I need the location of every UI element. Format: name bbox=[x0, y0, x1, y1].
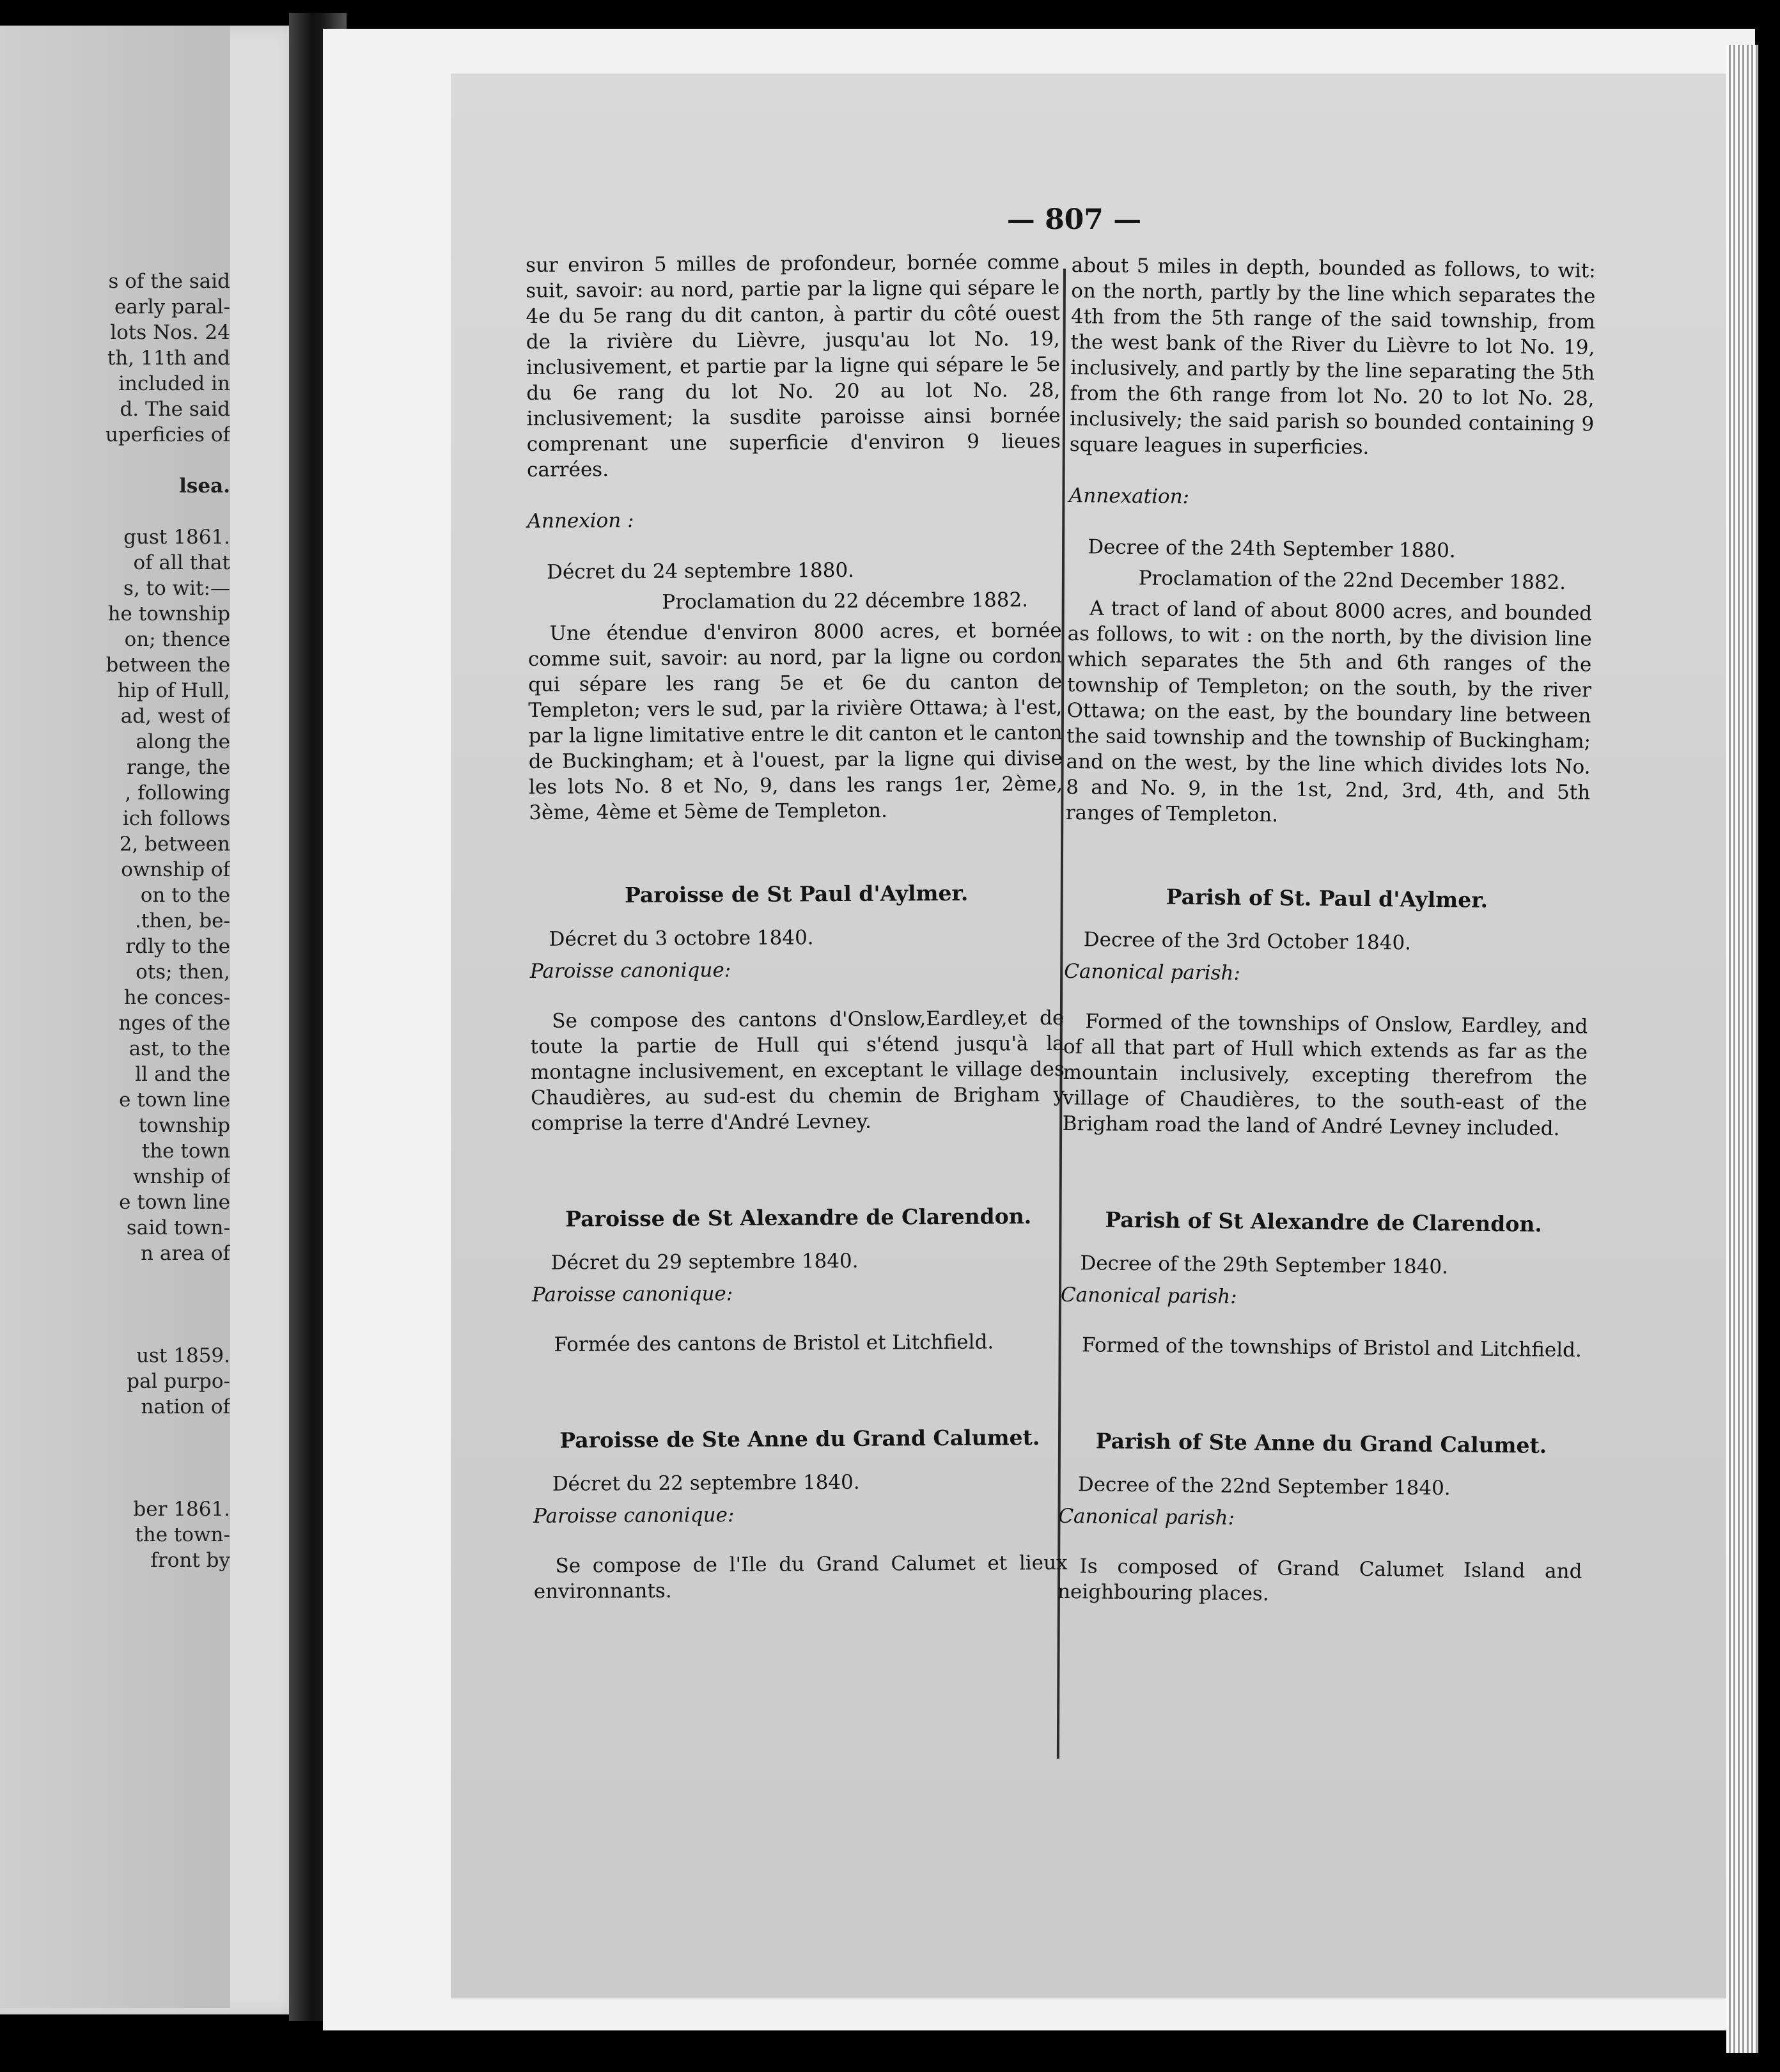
previous-page-line: he conces- bbox=[123, 986, 230, 1009]
french-section-decree: Décret du 29 septembre 1840. bbox=[550, 1249, 859, 1275]
english-section-heading: Parish of Ste Anne du Grand Calumet. bbox=[1095, 1428, 1547, 1458]
previous-page-line: on; thence bbox=[124, 628, 230, 651]
previous-page-line: the town- bbox=[135, 1523, 230, 1546]
french-intro: sur environ 5 milles de profondeur, bornée comme suit, savoir: au nord, partie par la ligne qui sépare le 4e du 5e rang du dit canton, à partir du côté ouest de la rivière du Lièvre, jusqu'au lot No. 19, inclusivement, et partie par la ligne qui sépare le 5e du 6e rang du lot No. 20 au lot No. 28, inclusivement; la susdite paroisse ainsi bornée comprenant une superficie d'environ 9 lieues carrées. bbox=[526, 250, 1061, 482]
english-annexion-text: A tract of land of about 8000 acres, and bounded as follows, to wit : on the north, by the division line which separates the 5th and 6th ranges of the township of Templeton; on the south, by the river Ottawa; on the east, by the boundary line between the said township and the township of Buckingham; and on the west, by the line which divides lots No. 8 and No. 9, in the 1st, 2nd, 3rd, 4th, and 5th ranges of Templeton. bbox=[1065, 597, 1593, 827]
previous-page-line: gust 1861. bbox=[123, 526, 230, 549]
previous-page-line: , following bbox=[125, 781, 230, 804]
french-section-label: Paroisse canonique: bbox=[533, 1503, 735, 1528]
english-section-label: Canonical parish: bbox=[1058, 1504, 1235, 1530]
previous-page-line: lsea. bbox=[179, 475, 230, 498]
previous-page-line: ich follows bbox=[122, 807, 230, 830]
previous-page-line: ots; then, bbox=[136, 961, 230, 984]
english-intro: about 5 miles in depth, bounded as follows, to wit: on the north, partly by the line which separates the 4th from the 5th range of the said township, from the west bank of the River du Lièvre to lot No. 19, inclusively, and partly by the line separating the 5th from the 6th range from lot No. 20 to lot No. 28, inclusively; the said parish so bounded containing 9 square leagues in superficies. bbox=[1069, 253, 1596, 459]
previous-page-line: the town bbox=[141, 1140, 230, 1163]
english-annexion-label: Annexation: bbox=[1068, 483, 1190, 508]
french-section-decree: Décret du 3 octobre 1840. bbox=[549, 926, 814, 951]
previous-page-line: pal purpo- bbox=[127, 1370, 230, 1393]
previous-page-line: range, the bbox=[127, 756, 230, 779]
english-column bbox=[1058, 253, 1596, 1619]
previous-page bbox=[0, 26, 332, 2014]
previous-page-line: township bbox=[138, 1114, 230, 1137]
english-section-heading: Parish of St. Paul d'Aylmer. bbox=[1166, 884, 1488, 913]
french-section-label: Paroisse canonique: bbox=[529, 959, 731, 983]
english-section-text: Is composed of Grand Calumet Island and neighbouring places. bbox=[1057, 1555, 1582, 1606]
previous-page-line: early paral- bbox=[114, 295, 230, 318]
previous-page-line: ust 1859. bbox=[136, 1344, 230, 1367]
previous-page-line: ll and the bbox=[135, 1063, 230, 1086]
english-annexion-proclamation: Proclamation of the 22nd December 1882. bbox=[1138, 567, 1566, 595]
english-section-decree: Decree of the 3rd October 1840. bbox=[1083, 928, 1412, 955]
english-section-heading: Parish of St Alexandre de Clarendon. bbox=[1105, 1207, 1543, 1237]
french-section-decree: Décret du 22 septembre 1840. bbox=[552, 1470, 860, 1496]
previous-page-line: between the bbox=[105, 654, 230, 677]
french-annexion-label: Annexion : bbox=[527, 508, 634, 533]
previous-page-line: 2, between bbox=[119, 833, 230, 856]
previous-page-line: said town- bbox=[126, 1216, 230, 1239]
page-number: — 807 — bbox=[1006, 203, 1142, 236]
previous-page-line: of all that bbox=[133, 551, 230, 574]
previous-page-line: hip of Hull, bbox=[117, 679, 230, 702]
previous-page-line: ast, to the bbox=[129, 1037, 230, 1060]
french-section-text: Formée des cantons de Bristol et Litchfield. bbox=[554, 1330, 994, 1356]
previous-page-line: e town line bbox=[119, 1088, 230, 1111]
previous-page-line: ber 1861. bbox=[133, 1498, 230, 1521]
english-section-label: Canonical parish: bbox=[1064, 959, 1241, 985]
previous-page-line: th, 11th and bbox=[107, 347, 230, 370]
previous-page-line: lots Nos. 24 bbox=[110, 321, 230, 344]
french-section-heading: Paroisse de Ste Anne du Grand Calumet. bbox=[559, 1425, 1040, 1453]
english-section-decree: Decree of the 29th September 1840. bbox=[1080, 1252, 1449, 1279]
french-section-label: Paroisse canonique: bbox=[531, 1282, 733, 1307]
previous-page-line: rdly to the bbox=[125, 935, 230, 958]
french-section-heading: Paroisse de St Alexandre de Clarendon. bbox=[565, 1204, 1032, 1232]
french-section-text: Se compose de l'Ile du Grand Calumet et lieux environnants. bbox=[533, 1551, 1068, 1603]
previous-page-line: d. The said bbox=[120, 398, 230, 421]
previous-page-text-area bbox=[0, 26, 230, 2008]
previous-page-line: n area of bbox=[141, 1242, 230, 1265]
previous-page-line: front by bbox=[150, 1549, 230, 1572]
english-section-label: Canonical parish: bbox=[1060, 1283, 1237, 1308]
french-column bbox=[526, 249, 1068, 1613]
previous-page-line: wnship of bbox=[132, 1165, 230, 1188]
previous-page-line: ad, west of bbox=[120, 705, 230, 728]
previous-page-line: .then, be- bbox=[135, 909, 230, 932]
french-annexion-proclamation: Proclamation du 22 décembre 1882. bbox=[662, 588, 1029, 614]
french-annexion-decree: Décret du 24 septembre 1880. bbox=[546, 558, 855, 584]
french-section-heading: Paroisse de St Paul d'Aylmer. bbox=[624, 880, 969, 908]
previous-page-line: nges of the bbox=[118, 1012, 230, 1035]
french-annexion-text: Une étendue d'environ 8000 acres, et bornée comme suit, savoir: au nord, par la ligne ou cordon qui sépare les rang 5e et 6e du canton de Templeton; vers le sud, par la rivière Ottawa; à l'est, par la ligne limitative entre le dit canton et le canton de Buckingham; et à l'ouest, par la ligne qui divise les lots No. 8 et No, 9, dans les rangs 1er, 2ème, 3ème, 4ème et 5ème de Templeton. bbox=[527, 618, 1063, 824]
page-edges bbox=[1726, 45, 1758, 2053]
previous-page-line: e town line bbox=[119, 1191, 230, 1214]
previous-page-line: nation of bbox=[141, 1395, 230, 1418]
previous-page-line: s of the said bbox=[108, 270, 230, 293]
previous-page-line: ownship of bbox=[121, 858, 230, 881]
previous-page-line: along the bbox=[136, 730, 230, 753]
previous-page-line: he township bbox=[107, 602, 230, 625]
previous-page-line: included in bbox=[118, 372, 230, 395]
english-section-text: Formed of the townships of Bristol and Litchfield. bbox=[1081, 1333, 1582, 1362]
previous-page-line: on to the bbox=[140, 884, 230, 907]
english-section-text: Formed of the townships of Onslow, Eardley, and of all that part of Hull which extends as far as the mountain inclusively, excepting therefrom the village of Chaudières, to the south-east of the Brigham road the land of André Levney included. bbox=[1062, 1010, 1588, 1141]
french-section-text: Se compose des cantons d'Onslow,Eardley,et de toute la partie de Hull qui s'étend jusqu'à la montagne inclusivement, en exceptant le village des Chaudières, au sud-est du chemin de Brigham y comprise la terre d'André Levney. bbox=[530, 1006, 1065, 1135]
previous-page-line: uperficies of bbox=[105, 423, 230, 446]
previous-page-line: s, to wit:— bbox=[123, 577, 230, 600]
english-section-decree: Decree of the 22nd September 1840. bbox=[1077, 1473, 1451, 1500]
english-annexion-decree: Decree of the 24th September 1880. bbox=[1087, 535, 1456, 563]
